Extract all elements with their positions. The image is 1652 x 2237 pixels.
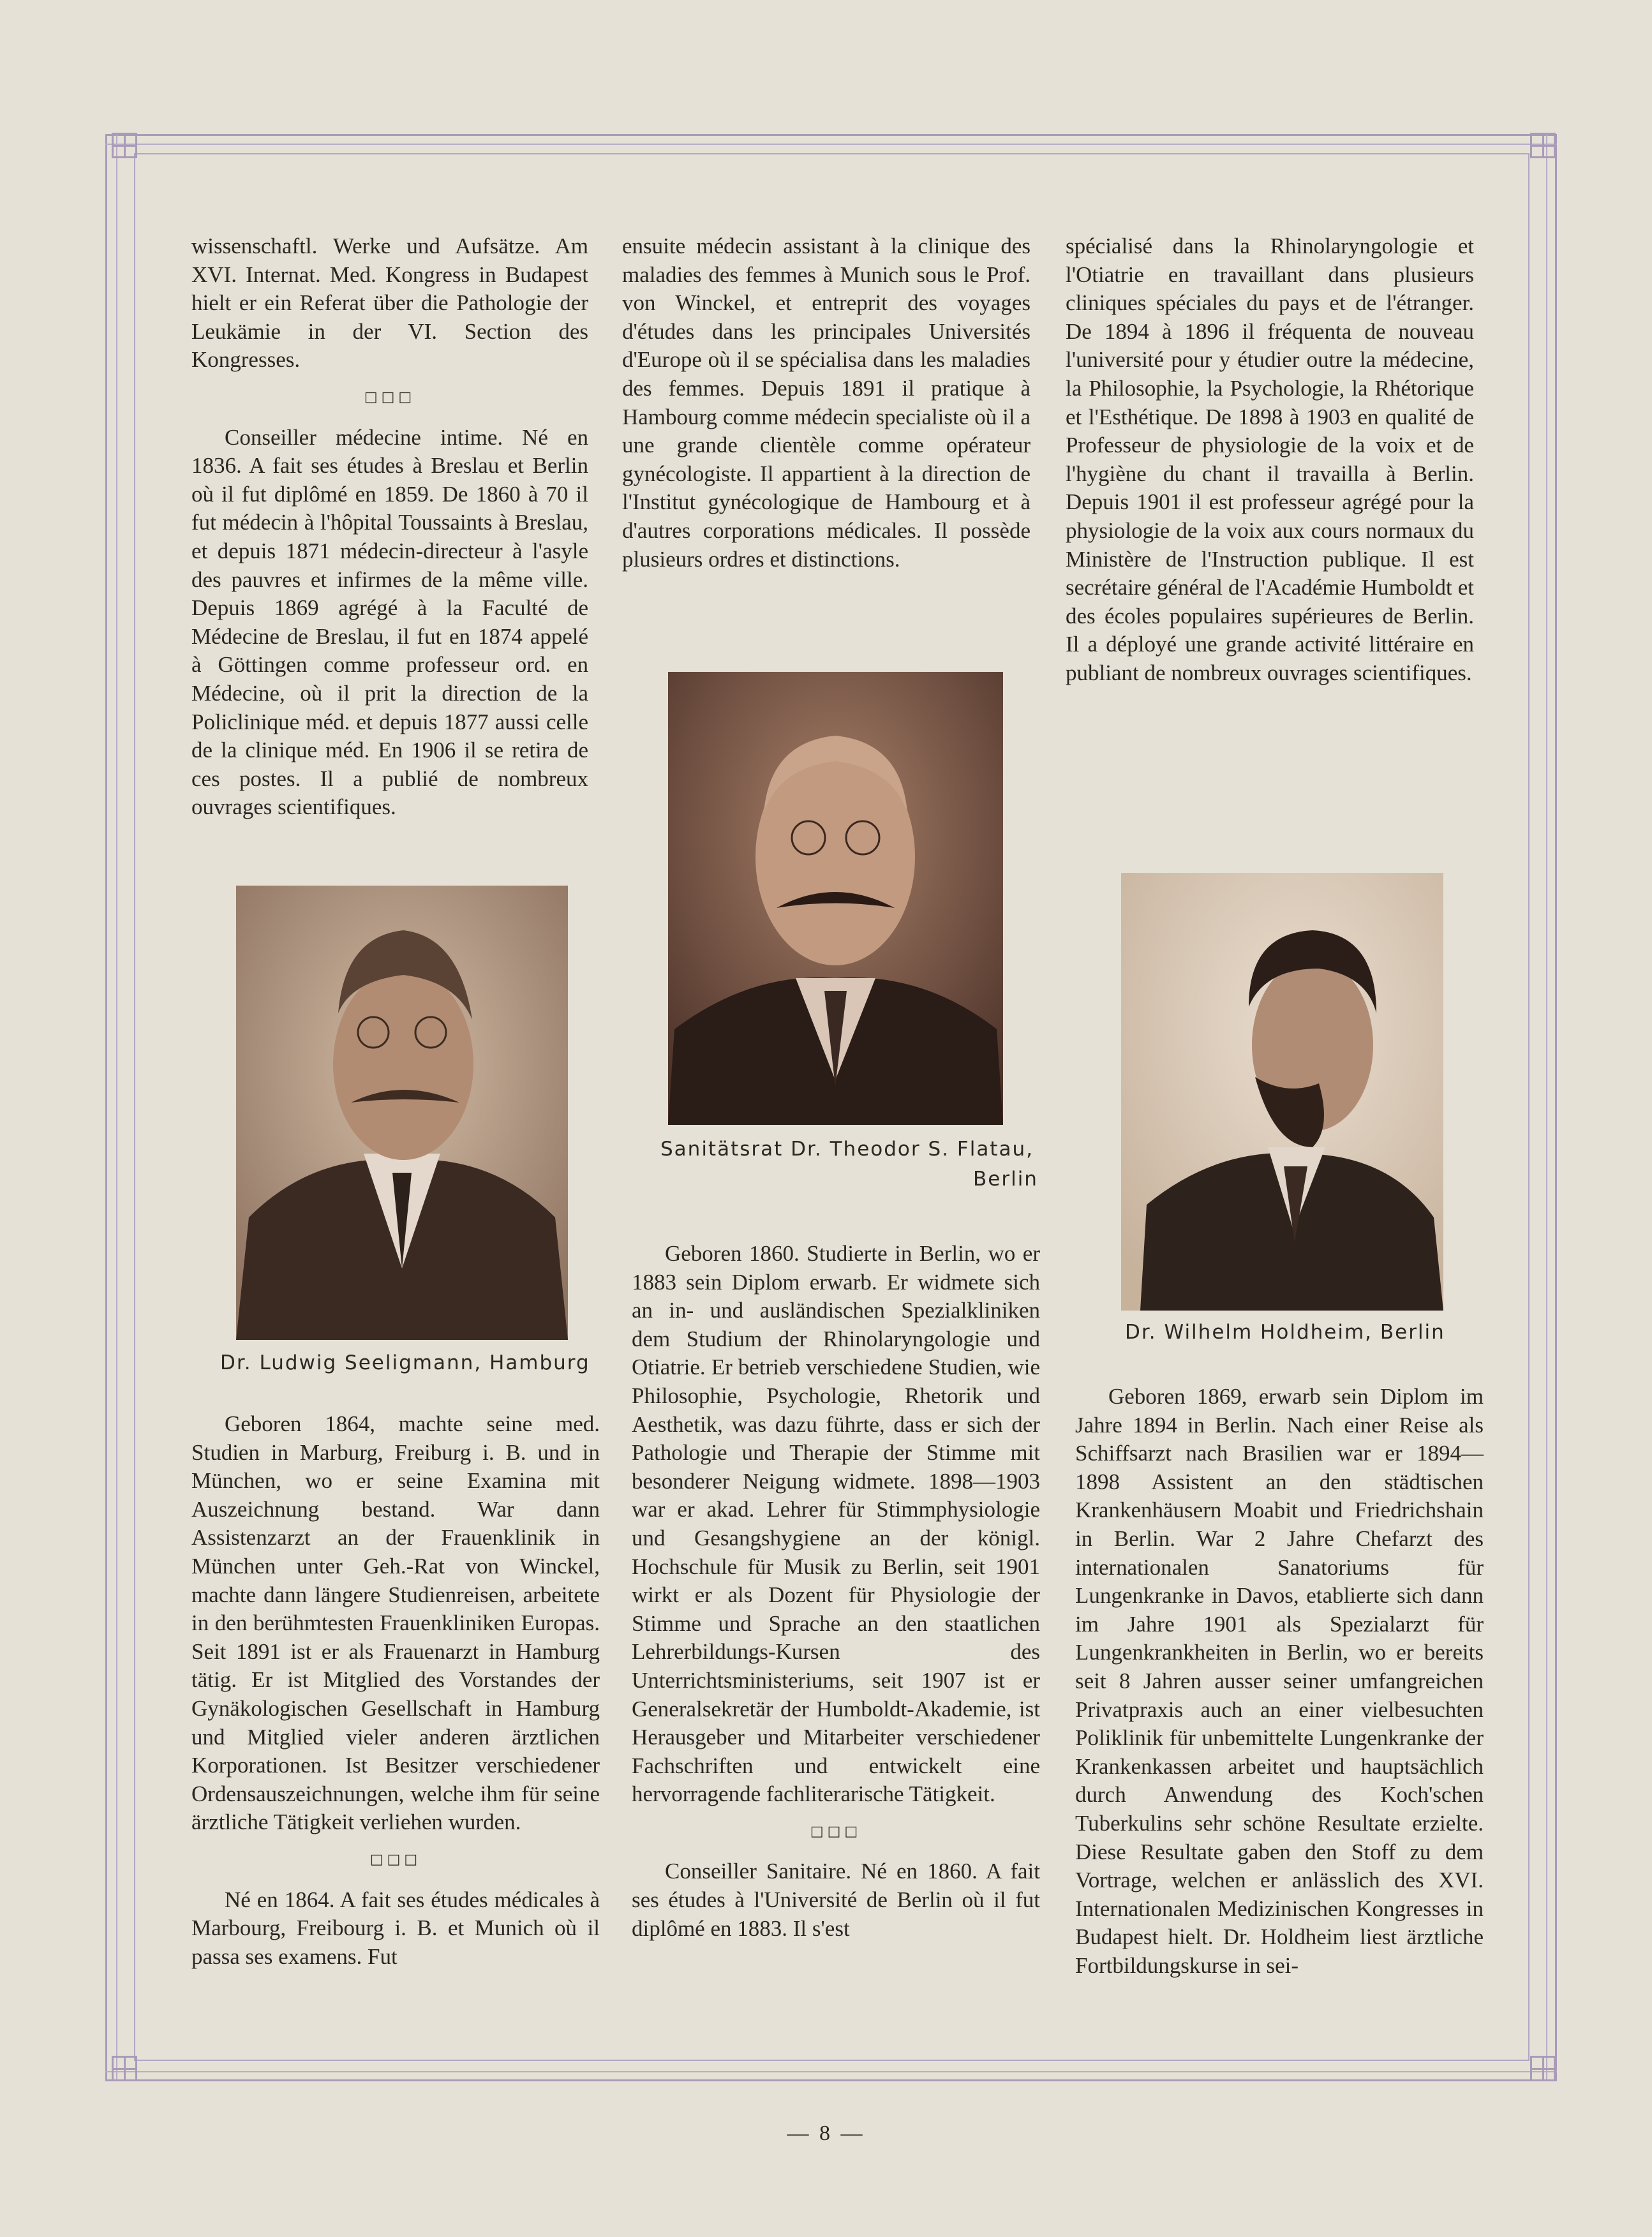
border-line	[105, 2071, 1557, 2072]
col3-top-text: spécialisé dans la Rhinolaryngologie et l'Otiatrie en travaillant dans plusieurs cliniques spéciales du pays et de l'étranger. De 1894 à 1896 il fréquenta de nouveau l'université pour y étudier outre la médecine, la Philosophie, la Psychologie, la Rhétorique et l'Esthétique. De 1898 à 1903 en qualité de Professeur de physiologie de la voix et de l'hygiène du chant il travailla à Berlin. Depuis 1901 il est professeur agrégé pour la physiologie de la voix aux cours normaux du Ministère de l'Instruction publique. Il est secrétaire général de l'Académie Humboldt et des écoles populaires supérieures de Berlin. Il a déployé une grande activité littéraire en publiant de nombreux ouvrages scientifiques.	[1066, 234, 1474, 685]
border-line	[116, 134, 117, 2081]
col1-french-bio2: Né en 1864. A fait ses études médicales à Marbourg, Freibourg i. B. et Munich où il passa ses examens. Fut	[191, 1887, 600, 1969]
column-2-bottom	[632, 1240, 1040, 1943]
col1-french-bio: Conseiller médecine intime. Né en 1836. A fait ses études à Breslau et Berlin où il fut diplômé en 1859. De 1860 à 70 il fut médecin à l'hôpital Toussaints à Breslau, et depuis 1871 médecin-directeur à l'asyle des pauvres et infirmes de la même ville. Depuis 1869 agrégé à la Faculté de Médecine de Breslau, il fut en 1874 appelé à Göttingen comme professeur ord. en Médecine, où il prit la direction de la Policlinique méd. et depuis 1877 aussi celle de la clinique méd. En 1906 il se retira de ces postes. Il a publié de nombreux ouvrages scientifiques.	[191, 424, 588, 820]
portrait-theodor-flatau	[668, 672, 1003, 1125]
corner-ornament	[112, 2056, 137, 2081]
column-1-bottom	[191, 1410, 600, 1971]
portrait-wilhelm-holdheim	[1121, 873, 1443, 1311]
page-number: — 8 —	[787, 2122, 865, 2145]
col2-top-text: ensuite médecin assistant à la clinique des maladies des femmes à Munich sous le Prof. von Winckel, et entreprit des voyages d'études dans les principales Universités d'Europe où il se spécialisa dans les maladies des femmes. Depuis 1891 il pratique à Hambourg comme médecin specialiste où il a une grande clientèle comme opérateur gynécologiste. Il appartient à la direction de l'Institut gynécologique de Hambourg et à d'autres corporations médicales. Il possède plusieurs ordres et distinctions.	[622, 234, 1031, 572]
caption-ludwig-seeligmann: Dr. Ludwig Seeligmann, Hamburg	[220, 1351, 590, 1374]
section-ornament: □□□	[810, 1823, 862, 1839]
col2-german-bio: Geboren 1860. Studierte in Berlin, wo er 1883 sein Diplom erwarb. Er widmete sich an in- und ausländischen Spezialkliniken dem Studium der Rhinolaryngologie und Otiatrie. Er betrieb verschiedene Studien, wie Philosophie, Psychologie, Rhetorik und Aesthetik, was dazu führte, dass er sich der Pathologie und Therapie der Stimme mit besonderer Neigung widmete. 1898—1903 war er akad. Lehrer für Stimmphysiologie und Gesangshygiene an der königl. Hochschule für Musik zu Berlin, seit 1901 wirkt er als Dozent für Physiologie der Stimme und Sprache an den staatlichen Lehrerbildungs-Kursen des Unterrichtsministeriums, seit 1907 ist er Generalsekretär der Humboldt-Akademie, ist Herausgeber und Mitarbeiter verschiedener Fachschriften und entwickelt eine hervorragende fachliterarische Tätigkeit.	[632, 1241, 1040, 1807]
corner-ornament	[112, 133, 137, 158]
column-2-top	[622, 232, 1031, 574]
caption-wilhelm-holdheim: Dr. Wilhelm Holdheim, Berlin	[1125, 1321, 1445, 1344]
border-line	[1546, 134, 1547, 2081]
corner-ornament	[1530, 133, 1556, 158]
column-1-top	[191, 232, 588, 822]
caption-theodor-flatau-line1: Sanitätsrat Dr. Theodor S. Flatau,	[660, 1138, 1034, 1161]
section-ornament: □□□	[369, 1851, 422, 1868]
column-3-top	[1066, 232, 1474, 688]
col1-top-text: wissenschaftl. Werke und Aufsätze. Am XVI. Internat. Med. Kongress in Budapest hielt er ein Referat über die Pathologie der Leukämie in der VI. Section des Kongresses.	[191, 234, 588, 373]
col2-french-bio: Conseiller Sanitaire. Né en 1860. A fait ses études à l'Université de Berlin où il fut diplômé en 1883. Il s'est	[632, 1859, 1040, 1941]
col3-german-bio: Geboren 1869, erwarb sein Diplom im Jahre 1894 in Berlin. Nach einer Reise als Schiffsarzt nach Brasilien war er 1894—1898 Assistent an den städtischen Krankenhäusern Moabit und Friedrichshain in Berlin. War 2 Jahre Chefarzt des internationalen Sanatoriums für Lungenkranke in Davos, etablierte sich dann im Jahre 1901 als Spezialarzt für Lungenkrankheiten in Berlin, wo er bereits seit 8 Jahren ausser seiner umfangreichen Privatpraxis auch an einer vielbesuchten Poliklinik für unbemittelte Lungenkranke der Krankenkassen arbeitet und hauptsächlich durch Anwendung des Koch'schen Tuberkulins sehr schöne Resultate erzielte. Diese Resultate gaben den Stoff zu dem Vortrage, welchen er anlässlich des XVI. Internationalen Medizinischen Kongresses in Budapest hielt. Dr. Holdheim liest ärztliche Fortbildungskurse in sei-	[1075, 1384, 1484, 1978]
caption-theodor-flatau-line2: Berlin	[973, 1168, 1038, 1191]
portrait-ludwig-seeligmann	[236, 886, 568, 1340]
corner-ornament	[1530, 2056, 1556, 2081]
col1-german-bio: Geboren 1864, machte seine med. Studien in Marburg, Freiburg i. B. und in München, wo er seine Examina mit Auszeichnung bestand. War dann Assistenzarzt an der Frauenklinik in München unter Geh.-Rat von Winckel, machte dann längere Studienreisen, arbeitete in den berühmtesten Frauenkliniken Europas. Seit 1891 ist er als Frauenarzt in Hamburg tätig. Er ist Mitglied des Vorstandes der Gynäkologischen Gesellschaft in Hamburg und Mitglied vieler anderen ärztlichen Korporationen. Ist Besitzer verschiedener Ordensauszeichnungen, welche ihm für seine ärztliche Tätigkeit verliehen wurden.	[191, 1411, 600, 1835]
column-3-bottom	[1075, 1383, 1484, 1980]
section-ornament: □□□	[364, 389, 416, 405]
border-line	[105, 144, 1557, 145]
